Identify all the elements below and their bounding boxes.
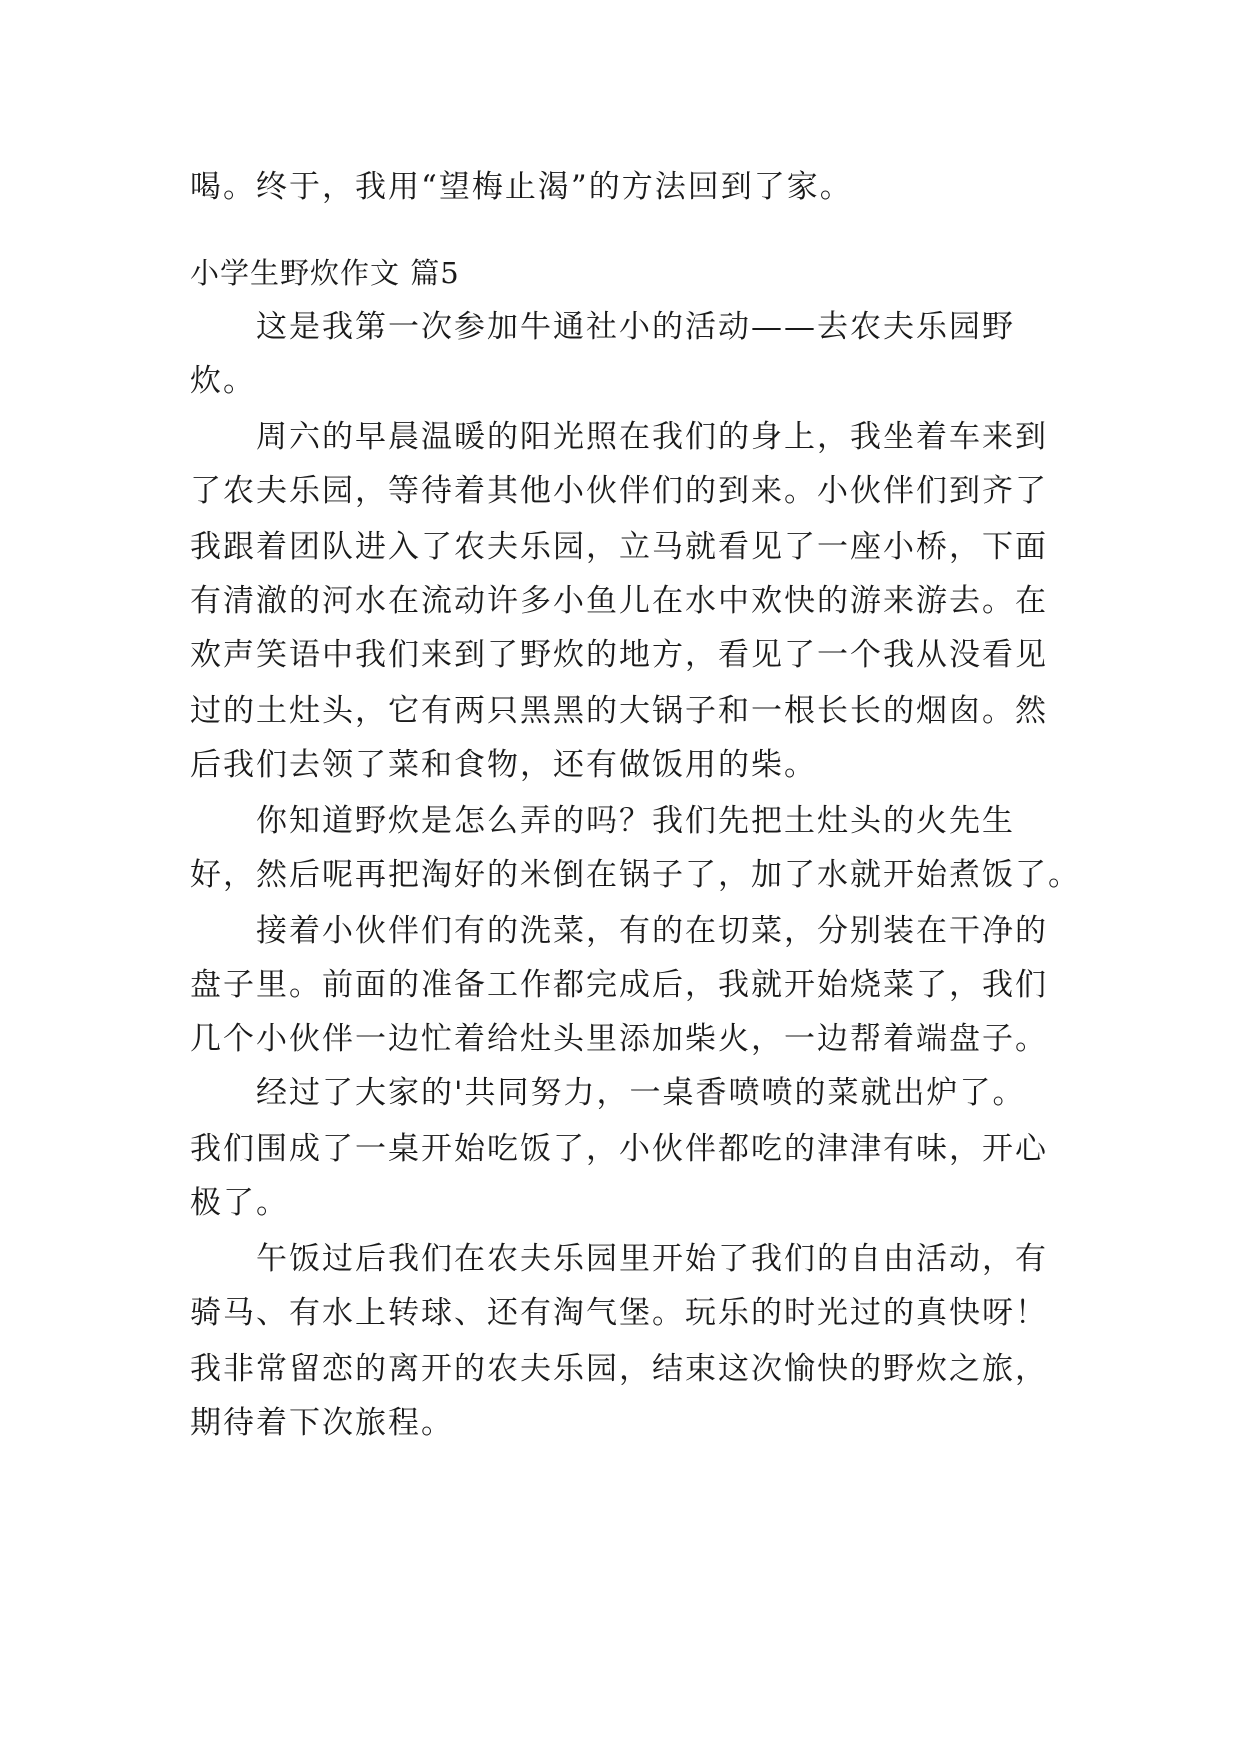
paragraph-line: 好，然后呢再把淘好的米倒在锅子了，加了水就开始煮饭了。 bbox=[190, 857, 1081, 893]
paragraph-line: 午饭过后我们在农夫乐园里开始了我们的自由活动，有 bbox=[256, 1241, 1048, 1277]
paragraph-line: 我非常留恋的离开的农夫乐园，结束这次愉快的野炊之旅， bbox=[190, 1351, 1048, 1387]
paragraph-line: 有清澈的河水在流动许多小鱼儿在水中欢快的游来游去。在 bbox=[190, 583, 1048, 619]
paragraph-line: 我们围成了一桌开始吃饭了，小伙伴都吃的津津有味，开心 bbox=[190, 1131, 1048, 1167]
paragraph-line: 欢声笑语中我们来到了野炊的地方，看见了一个我从没看见 bbox=[190, 637, 1048, 673]
paragraph-line: 你知道野炊是怎么弄的吗？我们先把土灶头的火先生 bbox=[256, 803, 1015, 839]
paragraph-line: 这是我第一次参加牛通社小的活动——去农夫乐园野 bbox=[256, 309, 1015, 345]
paragraph-line: 接着小伙伴们有的洗菜，有的在切菜，分别装在干净的 bbox=[256, 913, 1048, 949]
paragraph-line: 我跟着团队进入了农夫乐园，立马就看见了一座小桥，下面 bbox=[190, 529, 1048, 565]
paragraph-line: 经过了大家的'共同努力，一桌香喷喷的菜就出炉了。 bbox=[256, 1075, 1026, 1111]
paragraph-line: 盘子里。前面的准备工作都完成后，我就开始烧菜了，我们 bbox=[190, 967, 1048, 1003]
paragraph-line: 过的土灶头，它有两只黑黑的大锅子和一根长长的烟囱。然 bbox=[190, 693, 1048, 729]
paragraph-line: 炊。 bbox=[190, 363, 256, 399]
paragraph-line: 几个小伙伴一边忙着给灶头里添加柴火，一边帮着端盘子。 bbox=[190, 1021, 1048, 1057]
paragraph-line: 极了。 bbox=[190, 1185, 289, 1221]
section-title: 小学生野炊作文 篇5 bbox=[190, 256, 460, 290]
intro-line: 喝。终于，我用“望梅止渴”的方法回到了家。 bbox=[190, 169, 853, 205]
paragraph-line: 了农夫乐园，等待着其他小伙伴们的到来。小伙伴们到齐了 bbox=[190, 473, 1048, 509]
paragraph-line: 后我们去领了菜和食物，还有做饭用的柴。 bbox=[190, 747, 817, 783]
paragraph-line: 骑马、有水上转球、还有淘气堡。玩乐的时光过的真快呀！ bbox=[190, 1295, 1048, 1331]
paragraph-line: 周六的早晨温暖的阳光照在我们的身上，我坐着车来到 bbox=[256, 419, 1048, 455]
paragraph-line: 期待着下次旅程。 bbox=[190, 1405, 454, 1441]
